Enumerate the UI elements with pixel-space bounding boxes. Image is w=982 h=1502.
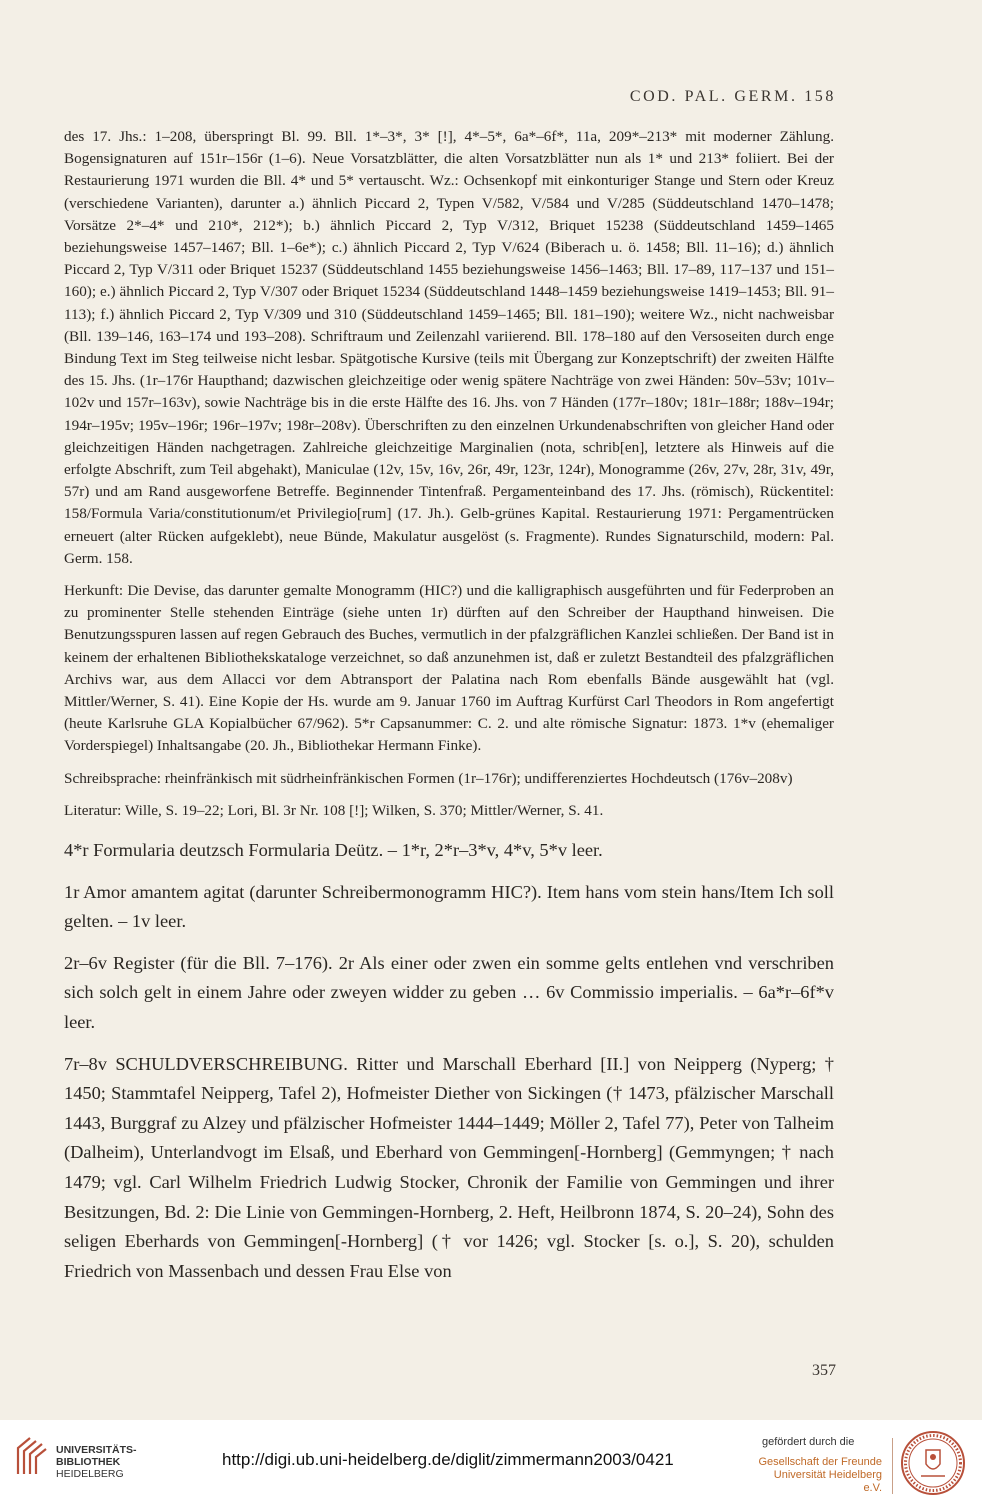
running-header: COD. PAL. GERM. 158 [629, 88, 836, 105]
library-logo-icon [12, 1434, 50, 1480]
codicology-paragraph: des 17. Jhs.: 1–208, überspringt Bl. 99. Bll. 1*–3*, 3* [!], 4*–5*, 6a*–6f*, 11a, 209*–213* mit moderner Zählung. Bogensignaturen auf 151r–156r (1–6). Neue Vorsatzblätter, die alten Vorsatzblätter nun als 1* und 213* foliiert. Bei der Restaurierung 1971 wurden die Bll. 4* und 5* vertauscht. Wz.: Ochsenkopf mit einkonturiger Stange und Stern oder Kreuz (verschiedene Varianten), darunter a.) ähnlich Piccard 2, Typen V/582, V/584 und V/285 (Süddeutschland 1470–1478; Vorsätze 2*–4* und 210*, 212*); b.) ähnlich Piccard 2, Typ V/312, Briquet 15238 (Süddeutschland 1459–1465 beziehungsweise 1457–1467; Bll. 1–6e*); c.) ähnlich Piccard 2, Typ V/624 (Biberach u. ö. 1458; Bll. 11–16); d.) ähnlich Piccard 2, Typ V/311 oder Briquet 15237 (Süddeutschland 1455 beziehungsweise 1456–1463; Bll. 17–89, 117–137 und 151–160); e.) ähnlich Piccard 2, Typ V/307 oder Briquet 15234 (Süddeutschland 1448–1459 beziehungsweise 1419–1453; Bll. 91–113); f.) ähnlich Piccard 2, Typ V/309 und 310 (Süddeutschland 1459–1465; Bll. 181–190); weitere Wz., nicht nachweisbar (Bll. 139–146, 163–174 und 193–208). Schriftraum und Zeilenzahl variierend. Bll. 178–180 auf den Versoseiten durch enge Bindung Text im Steg teilweise nicht lesbar. Spätgotische Kursive (teils mit Übergang zur Konzeptschrift) der zweiten Hälfte des 15. Jhs. (1r–176r Haupthand; dazwischen gleichzeitige oder wenig spätere Nachträge von zwei Händen: 50v–53v; 101v–102v und 157r–163v), sowie Nachträge bis in die erste Hälfte des 16. Jhs. von 7 Händen (177r–180v; 181r–188r; 188v–194r; 194r–195v; 195v–196r; 196r–197v; 198r–208v). Überschriften zu den einzelnen Urkundenabschriften von gleicher Hand oder gleichzeitigen Händen nachgetragen. Zahlreiche gleichzeitige Marginalien (nota, schrib[en], letztere als Hinweis auf die erfolgte Abschrift, zum Teil abgehakt), Maniculae (12v, 15v, 16v, 26r, 49r, 123r, 124r), Monogramme (26v, 27v, 28r, 31v, 49r, 57r) und am Rand ausgeworfene Betreffe. Beginnender Tintenfraß. Pergamenteinband des 17. Jhs. (römisch), Rückentitel: 158/Formula Varia/constitutionum/et Privilegio[rum] (17. Jh.). Gelb-grünes Kapital. Restaurierung 1971: Pergamentrücken erneuert (alter Rücken aufgeklebt), neue Bünde, Makulatur ausgelöst (s. Fragmente). Rundes Signaturschild, modern: Pal. Germ. 158. [64, 128, 834, 567]
entry-7r-8v: 7r–8v SCHULDVERSCHREIBUNG. Ritter und Marschall Eberhard [II.] von Neipperg (Nyperg; † 1450; Stammtafel Neipperg, Tafel 2), Hofmeister Diether von Sickingen († 1473, pfälzischer Marschall 1443, Burggraf zu Alzey und pfälzischer Hofmeister 1444–1449; Möller 2, Tafel 77), Peter von Talheim (Dalheim), Unterlandvogt im Elsaß, und Eberhard von Gemmingen[-Hornberg] (Gemmyngen; † nach 1479; vgl. Carl Wilhelm Friedrich Ludwig Stocker, Chronik der Familie von Gemmingen und ihrer Besitzungen, Bd. 2: Die Linie von Gemmingen-Hornberg, 2. Heft, Heilbronn 1874, S. 20–24), Sohn des seligen Eberhards von Gemmingen[-Hornberg] († vor 1426; vgl. Stocker [s. o.], S. 20), schulden Friedrich von Massenbach und dessen Frau Else von [64, 1053, 834, 1281]
language-paragraph: Schreibsprache: rheinfränkisch mit südrheinfränkischen Formen (1r–176r); undifferenziertes Hochdeutsch (176v–208v) [64, 769, 793, 787]
university-seal-icon [900, 1430, 966, 1496]
literature-paragraph: Literatur: Wille, S. 19–22; Lori, Bl. 3r Nr. 108 [!]; Wilken, S. 370; Mittler/Werner, S. 41. [64, 801, 604, 819]
society-name: Gesellschaft der Freunde Universität Heidelberg e.V. [758, 1456, 882, 1494]
library-name: UNIVERSITÄTS- BIBLIOTHEK HEIDELBERG [56, 1444, 137, 1480]
provenance-paragraph: Herkunft: Die Devise, das darunter gemalte Monogramm (HIC?) und die kalligraphisch ausgeführten und für Federproben an zu prominenter Stelle stehenden Einträge (siehe unten 1r) dürften auf den Schreiber der Haupthand hinweisen. Die Benutzungsspuren lassen auf regen Gebrauch des Buches, vermutlich in der pfalzgräflichen Kanzlei schließen. Der Band ist in keinem der erhaltenen Bibliothekskataloge verzeichnet, so daß anzunehmen ist, daß er zuletzt Bestandteil des pfalzgräflichen Archivs war, aus dem Allacci vor dem Abtransport der Palatina nach Rom ebenfalls Bände ausgewählt hat (vgl. Mittler/Werner, S. 41). Eine Kopie der Hs. wurde am 9. Januar 1760 im Auftrag Kurfürst Carl Theodors in Rom angefertigt (heute Karlsruhe GLA Kopialbücher 67/962). 5*r Capsanummer: C. 2. und alte römische Signatur: 1873. 1*v (ehemaliger Vorderspiegel) Inhaltsangabe (20. Jh., Bibliothekar Hermann Finke). [64, 582, 834, 755]
contents-block [64, 836, 834, 1286]
digitization-footer [0, 1420, 982, 1502]
entry-1r: 1r Amor amantem agitat (darunter Schreibermonogramm HIC?). Item hans vom stein hans/Item Ich soll gelten. – 1v leer. [64, 881, 834, 932]
page-number: 357 [812, 1362, 836, 1379]
permalink[interactable]: http://digi.ub.uni-heidelberg.de/diglit/zimmermann2003/0421 [222, 1450, 674, 1469]
funded-by-label: gefördert durch die [762, 1436, 855, 1448]
entry-4r: 4*r Formularia deutzsch Formularia Deütz. – 1*r, 2*r–3*v, 4*v, 5*v leer. [64, 840, 603, 861]
entry-2r-6v: 2r–6v Register (für die Bll. 7–176). 2r Als einer oder zwen ein somme gelts entlehen vnd verschriben sich solch gelt in einem Jahre oder zweyen widder zu geben … 6v Commissio imperialis. – 6a*r–6f*v leer. [64, 952, 834, 1033]
description-block [64, 126, 834, 822]
footer-divider [892, 1438, 893, 1494]
page-body [64, 126, 834, 1286]
